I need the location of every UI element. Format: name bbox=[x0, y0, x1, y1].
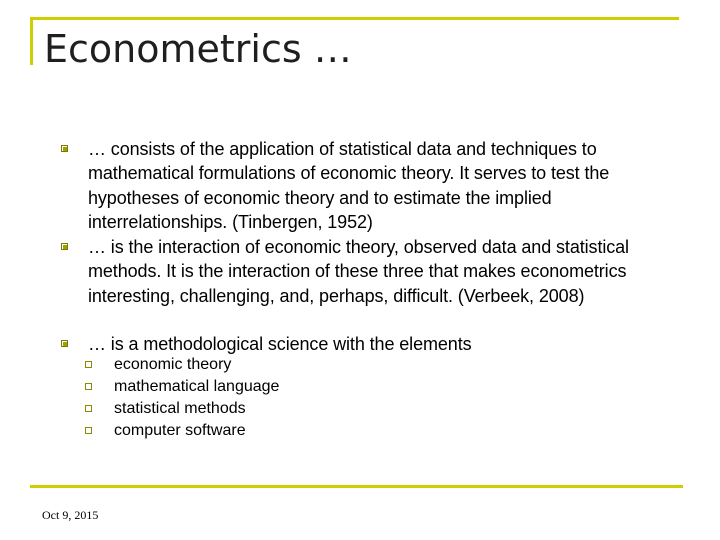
square-bullet-icon bbox=[61, 145, 68, 152]
sub-bullet-text: mathematical language bbox=[114, 378, 280, 395]
sub-bullet-text: computer software bbox=[114, 422, 246, 439]
bullet-text: … consists of the application of statistical data and techniques to mathematical formulations of economic theory. It serves to test the hypotheses of economic theory and to estimate the implied interrelationships. (Tinbergen, 1952) bbox=[88, 139, 610, 233]
sub-bullet-item bbox=[0, 398, 720, 420]
square-bullet-icon bbox=[61, 243, 68, 250]
sub-bullet-text: economic theory bbox=[114, 356, 232, 373]
sub-bullet-item bbox=[0, 354, 720, 376]
title-frame-left-rule bbox=[30, 17, 33, 65]
title-frame-top-rule bbox=[30, 17, 679, 20]
sub-bullet-item bbox=[0, 420, 720, 442]
footer-date: Oct 9, 2015 bbox=[42, 508, 99, 522]
bullet-text: … is the interaction of economic theory, observed data and statistical methods. It is the interaction of these three that makes econometrics interesting, challenging, and, perhaps, difficult. (Verbeek, 2008) bbox=[88, 237, 629, 306]
square-bullet-icon bbox=[61, 340, 68, 347]
hollow-square-bullet-icon bbox=[85, 405, 92, 412]
slide-title: Econometrics … bbox=[44, 27, 352, 71]
sub-bullet-item bbox=[0, 376, 720, 398]
footer-rule bbox=[30, 485, 683, 488]
hollow-square-bullet-icon bbox=[85, 383, 92, 390]
hollow-square-bullet-icon bbox=[85, 427, 92, 434]
sub-bullet-text: statistical methods bbox=[114, 400, 246, 417]
hollow-square-bullet-icon bbox=[85, 361, 92, 368]
bullet-text: … is a methodological science with the elements bbox=[88, 334, 472, 354]
